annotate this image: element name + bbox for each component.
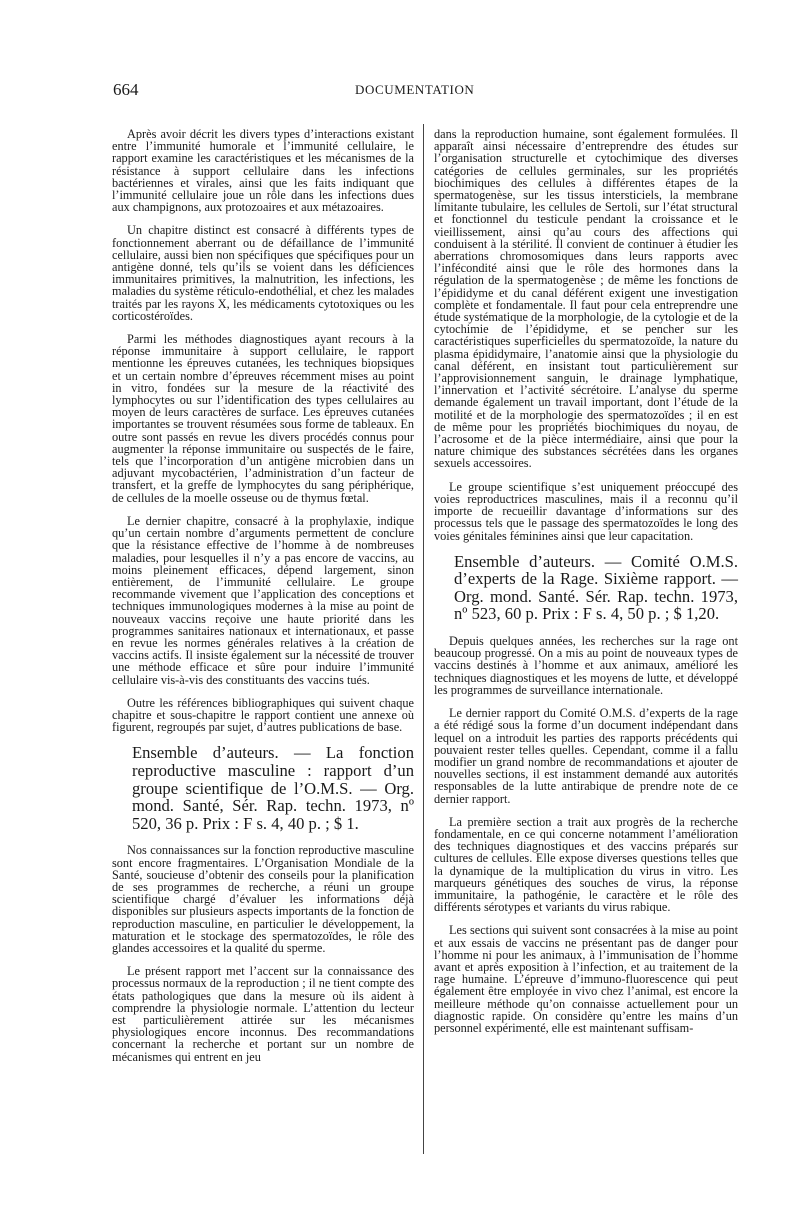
paragraph: Le dernier chapitre, consacré à la prophylaxie, indique qu’un certain nombre d’arguments permettent de conclure que la résistance effective de l’homme à de nombreuses maladies, pour lesquelles il n’y a pas encore de vaccins, au moins pleinement efficaces, dépend largement, sinon entièrement, de l’immunité cellulaire. Le groupe recommande vivement que l’application des conceptions et techniques immunologiques modernes à la mise au point de nouveaux vaccins reçoive une haute priorité dans les programmes sanitaires nationaux et internationaux, et passe en revue les normes générales relatives à la création de vaccins actifs. Il insiste également sur la nécessité de trouver une méthode efficace et sûre pour induire l’immunité cellulaire vis-à-vis des constituants des vaccins tués. — [112, 513, 414, 687]
page-number: 664 — [113, 80, 139, 99]
paragraph: Après avoir décrit les divers types d’interactions existant entre l’immunité humorale et l’immunité cellulaire, le rapport examine les caractéristiques et les mécanismes de la résistance à support cellulaire dans les infections bactériennes et virales, ainsi que les faits indiquant que l’immunité cellulaire joue un rôle dans les infections dues aux champignons, aux protozoaires et aux métazoaires. — [112, 127, 414, 215]
running-head: DOCUMENTATION — [355, 82, 475, 97]
paragraph: Le groupe scientifique s’est uniquement préoccupé des voies reproductrices masculines, mais il a reconnu qu’il importe de recueillir davantage d’informations sur des processus tels que le passage des spermatozoïdes le long des voies génitales féminines ainsi que leur capacitation. — [434, 479, 738, 543]
reference-heading: Ensemble d’auteurs. — La fonction reproductive masculine : rapport d’un groupe scientifique de l’O.M.S. — Org. mond. Santé, Sér. Rap. techn. 1973, nº 520, 36 p. Prix : F s. 4, 40 p. ; $ 1. — [132, 743, 414, 833]
reference-heading: Ensemble d’auteurs. — Comité O.M.S. d’experts de la Rage. Sixième rapport. — Org. mond. Santé. Sér. Rap. techn. 1973, nº 523, 60 p. Prix : F s. 4, 50 p. ; $ 1,20. — [454, 551, 738, 624]
paragraph: Outre les références bibliographiques qui suivent chaque chapitre et sous-chapitre le rapport contient une annexe où figurent, regroupés par sujet, d’autres publications de base. — [112, 695, 414, 735]
paragraph: Parmi les méthodes diagnostiques ayant recours à la réponse immunitaire à support cellulaire, le rapport mentionne les épreuves cutanées, les techniques biopsiques et un certain nombre d’épreuves récemment mises au point in vitro, fondées sur la mesure de la réactivité des lymphocytes ou sur l’identification des types cellulaires au moyen de leurs caractères de surface. Les épreuves cutanées importantes se trouvent résumées sous forme de tableaux. En outre sont passés en revue les divers procédés connus pour augmenter la réponse immunitaire ou suspectés de le faire, tels que l’incorporation d’un antigène microbien dans un adjuvant mycobactérien, l’administration d’un facteur de transfert, et la greffe de lymphocytes du sang périphérique, de cellules de la moelle osseuse ou de thymus fœtal. — [112, 332, 414, 505]
paragraph: Le dernier rapport du Comité O.M.S. d’experts de la rage a été rédigé sous la forme d’un document indépendant dans lequel on a introduit les parties des rapports précédents qui pouvaient rester telles quelles. Cependant, comme il a fallu modifier un grand nombre de recommandations et ajouter de nouvelles sections, il est instamment demandé aux autorités responsables de la lutte antirabique de prendre note de ce dernier rapport. — [434, 706, 738, 806]
paragraph: Depuis quelques années, les recherches sur la rage ont beaucoup progressé. On a mis au point de nouveaux types de vaccins destinés à l’homme et aux animaux, amélioré les techniques diagnostiques et les moyens de lutte, et développé les programmes de surveillance internationale. — [434, 634, 738, 697]
paragraph: Un chapitre distinct est consacré à différents types de fonctionnement aberrant ou de défaillance de l’immunité cellulaire, aussi bien non spécifiques que spécifiques pour un antigène donné, tels qu’ils se voient dans les déficiences immunitaires primitives, la malnutrition, les infections, les maladies du système réticulo-endothélial, et chez les malades traités par les rayons X, les médicaments cytotoxiques ou les corticostéroïdes. — [112, 223, 414, 323]
left-column — [112, 128, 414, 1074]
page-header — [0, 80, 800, 102]
column-divider — [423, 124, 424, 1154]
paragraph: Nos connaissances sur la fonction reproductive masculine sont encore fragmentaires. L’Organisation Mondiale de la Santé, soucieuse d’obtenir des conseils pour la planification de ses programmes de recherche, a réuni un groupe scientifique chargé d’évaluer les informations déjà disponibles sur plusieurs aspects importants de la fonction de reproduction masculine, en particulier le développement, la maturation et le stockage des spermatozoïdes, le rôle des glandes accessoires et la qualité du sperme. — [112, 843, 414, 955]
paragraph: dans la reproduction humaine, sont également formulées. Il apparaît ainsi nécessaire d’entreprendre des études sur l’organisation structurelle et cytochimique des diverses catégories de cellules germinales, sur les propriétés biochimiques des cellules à différentes étapes de la spermatogenèse, sur les tissus intersticiels, la membrane limitante tubulaire, les cellules de Sertoli, sur l’état structural et fonctionnel du testicule pendant la croissance et le vieillissement, ainsi qu’au cours des affections qui conduisent à la stérilité. Il convient de continuer à étudier les aberrations chromosomiques dans leurs rapports avec l’infécondité ainsi que le rôle des hormones dans la régulation de la spermatogenèse ; de même les fonctions de l’épididyme et du canal déférent exigent une investigation complète et fondamentale. Il faut pour cela entreprendre une étude systématique de la morphologie, de la cytologie et de la cytochimie de l’épididyme, et se pencher sur les caractéristiques superficielles du spermatozoïde, la nature du plasma épididymaire, l’anatomie ainsi que la physiologie du canal déférent, en insistant tout particulièrement sur l’approvisionnement sanguin, le drainage lymphatique, l’innervation et l’activité sécrétoire. L’analyse du sperme demande également un travail important, dont l’étude de la motilité et de la morphologie des spermatozoïdes ; il en est de même pour les propriétés biochimiques du noyau, de l’acrosome et de la pièce intermédiaire, ainsi que pour la nature chimique des substances sécrétées dans les organes sexuels accessoires. — [434, 127, 738, 471]
paragraph: Les sections qui suivent sont consacrées à la mise au point et aux essais de vaccins ne présentant pas de danger pour l’homme ni pour les animaux, à l’immunisation de l’homme avant et après exposition à l’infection, et au traitement de la rage humaine. L’épreuve d’immuno-fluorescence qui peut également être employée in vivo chez l’animal, est encore la meilleure méthode qu’on connaisse actuellement pour un diagnostic rapide. On considère qu’entre les mains d’un personnel expérimenté, elle est maintenant suffisam- — [434, 923, 738, 1035]
paragraph: La première section a trait aux progrès de la recherche fondamentale, en ce qui concerne notamment l’amélioration des techniques diagnostiques et des vaccins préparés sur cultures de cellules. Elle expose diverses questions telles que la dynamique de la multiplication du virus in vitro. Les marqueurs génétiques des souches de virus, la réponse immunitaire, la pathogénie, le caractère et le rôle des différents sérotypes et variants du virus rabique. — [434, 814, 738, 915]
paragraph: Le présent rapport met l’accent sur la connaissance des processus normaux de la reproduction ; il ne tient compte des états pathologiques que dans la mesure où ils aident à comprendre la physiologie normale. L’attention du lecteur est particulièrement attirée sur les mécanismes physiologiques encore inconnus. Des recommandations concernant la recherche et portant sur un nombre de mécanismes qui entrent en jeu — [112, 964, 414, 1064]
right-column — [434, 128, 738, 1045]
